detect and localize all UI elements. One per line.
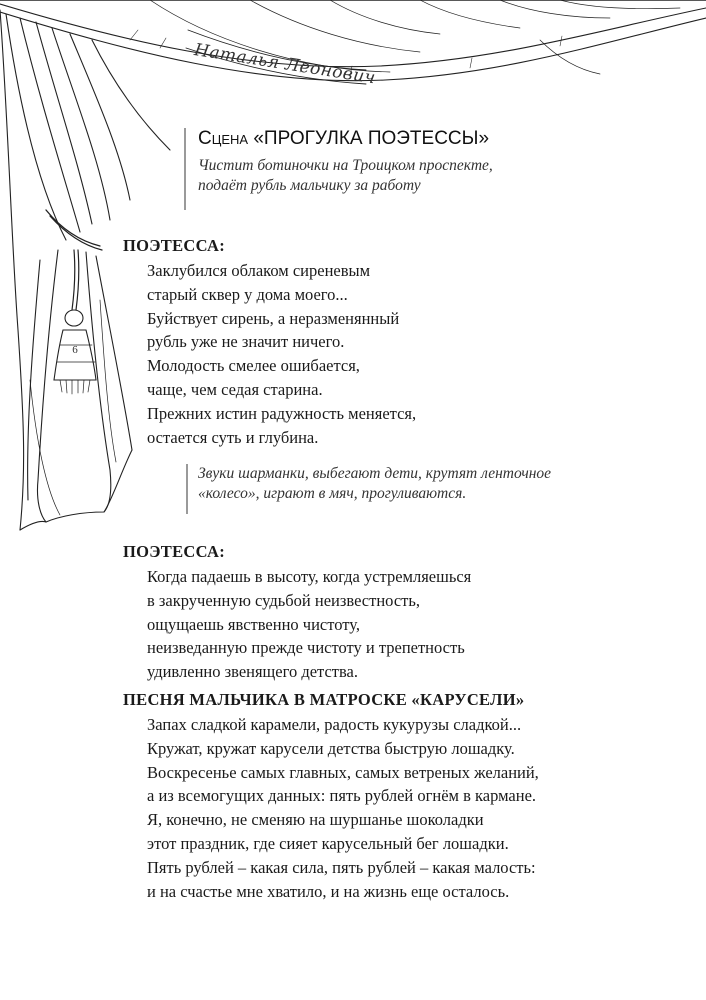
stage-direction-line: «колесо», играют в мяч, прогуливаются. <box>198 485 467 502</box>
song-line: а из всемогущих данных: пять рублей огнём в кармане. <box>147 786 537 806</box>
song-line: Пять рублей – какая сила, пять рублей – какая малость: <box>147 857 536 877</box>
verse-block-2 <box>147 565 471 684</box>
scene-title <box>198 128 493 150</box>
verse-line: чаще, чем седая старина. <box>147 379 323 399</box>
song-verse <box>147 713 539 903</box>
verse-line: Молодость смелее ошибается, <box>147 356 360 376</box>
page-number: 6 <box>72 344 78 356</box>
verse-line: ощущаешь явственно чистоту, <box>147 614 360 634</box>
verse-line: Прежних истин радужность меняется, <box>147 403 417 423</box>
song-line: Кружат, кружат карусели детства быструю лошадку. <box>147 738 515 758</box>
scene-direction-line: Чистит ботиночки на Троицком проспекте, <box>198 157 493 174</box>
speaker-label: ПОЭТЕССА: <box>123 236 225 255</box>
verse-line: рубль уже не значит ничего. <box>147 332 345 352</box>
song-line: Воскресенье самых главных, самых ветреных желаний, <box>147 762 539 782</box>
author-signature: Наталья Леонович <box>192 40 378 89</box>
scene-header <box>184 128 493 210</box>
verse-line: Буйствует сирень, а неразменянный <box>147 308 400 328</box>
song-line: Я, конечно, не сменяю на шуршанье шоколадки <box>147 810 484 830</box>
speaker-label: ПОЭТЕССА: <box>123 542 225 561</box>
verse-line: старый сквер у дома моего... <box>147 284 348 304</box>
song-line: Запах сладкой карамели, радость кукурузы сладкой... <box>147 715 522 734</box>
song-line: этот праздник, где сияет карусельный бег лошадки. <box>147 833 509 853</box>
verse-line: Когда падаешь в высоту, когда устремляешься <box>147 567 472 586</box>
verse-line: в закрученную судьбой неизвестность, <box>147 590 421 610</box>
stage-direction <box>186 464 551 514</box>
song-title: ПЕСНЯ МАЛЬЧИКА В МАТРОСКЕ «КАРУСЕЛИ» <box>123 690 525 709</box>
scene-name: «ПРОГУЛКА ПОЭТЕССЫ» <box>253 128 490 149</box>
verse-line: остается суть и глубина. <box>147 427 319 447</box>
scene-direction-line: подаёт рубль мальчику за работу <box>198 177 421 194</box>
song-line: и на счастье мне хватило, и на жизнь еще осталось. <box>147 881 510 901</box>
verse-line: Заклубился облаком сиреневым <box>147 261 371 280</box>
verse-block-1 <box>147 259 416 449</box>
scene-prefix: Сцена <box>198 128 249 149</box>
stage-direction-line: Звуки шарманки, выбегают дети, крутят ленточное <box>198 465 552 482</box>
verse-line: удивленно звенящего детства. <box>147 662 359 682</box>
verse-line: неизведанную прежде чистоту и трепетность <box>147 638 465 658</box>
